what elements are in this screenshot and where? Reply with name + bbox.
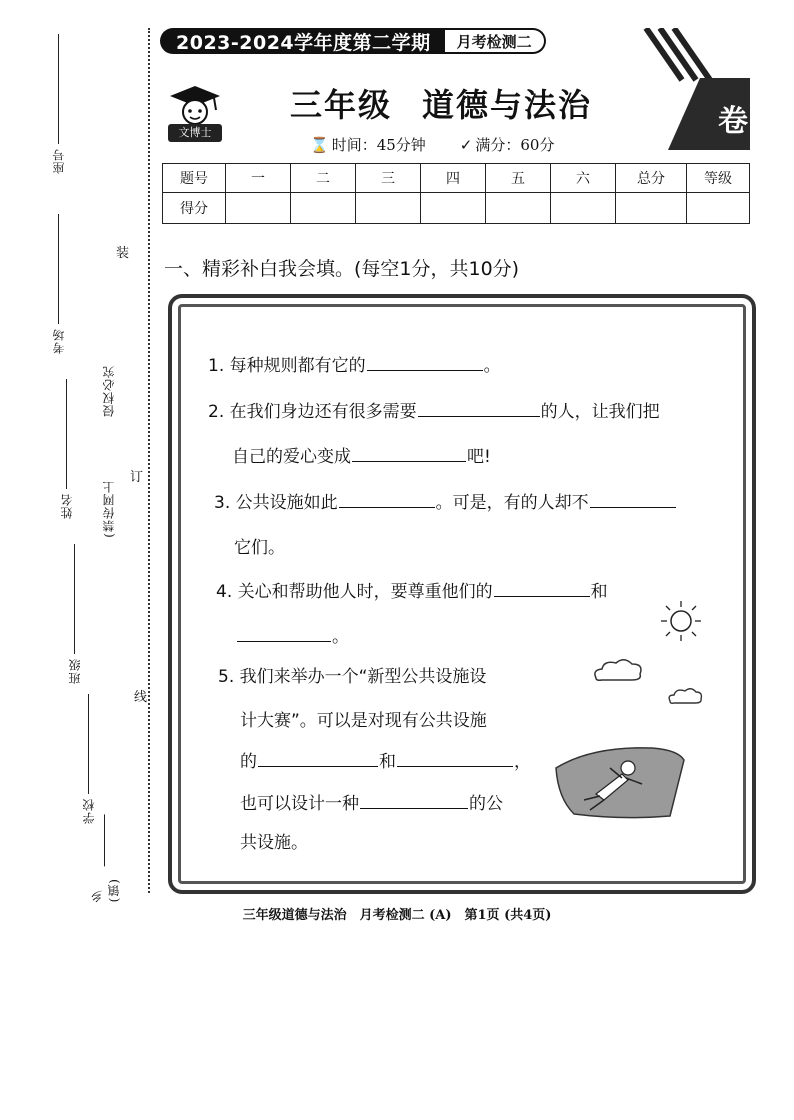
q5-blank-3[interactable] (360, 807, 468, 809)
cut-mark-line: 线 (134, 686, 147, 705)
score-cell[interactable] (421, 193, 486, 224)
col-header: 总分 (616, 164, 687, 193)
exam-label: 月考检测二 (445, 28, 546, 54)
question-3 (214, 488, 677, 513)
row-header-score: 得分 (163, 193, 226, 224)
q4-text-c: 。 (332, 627, 349, 647)
q3-text-c: 它们。 (234, 538, 285, 558)
q4-text-a: 4. 关心和帮助他人时，要尊重他们的 (216, 582, 493, 602)
exam-room-label: 考场 (52, 328, 66, 354)
name-field (58, 375, 75, 519)
page-footer: 三年级道德与法治 月考检测二 (A) 第1页 (共4页) (242, 908, 552, 923)
grade-label: 三年级 (290, 86, 393, 124)
col-header: 等级 (687, 164, 750, 193)
section-title: 一、精彩补白我会填。(每空1分，共10分) (164, 258, 520, 280)
score-table-header-row (163, 164, 750, 193)
row-header-question: 题号 (163, 164, 226, 193)
question-4-cont (236, 622, 349, 647)
q3-text-b: 。可是，有的人却不 (435, 493, 589, 513)
q1-text-b: 。 (483, 356, 501, 376)
score-cell[interactable] (291, 193, 356, 224)
time-info (310, 134, 426, 155)
copyright-note-2: (禁传网上 (102, 480, 116, 538)
cut-mark-staple: 订 (130, 466, 143, 485)
binding-strip (0, 20, 160, 903)
girl-lying-on-grass-illustration (552, 738, 688, 822)
seat-label: 座号 (52, 148, 66, 174)
semester-banner (160, 28, 580, 54)
q5-text-a: 5. 我们来举办一个“新型公共设施设 (218, 667, 487, 687)
score-cell[interactable] (616, 193, 687, 224)
q4-text-b: 和 (590, 582, 608, 602)
full-score-label: 满分：60分 (475, 136, 555, 154)
q2-blank-2[interactable] (352, 460, 466, 462)
q4-blank-1[interactable] (494, 595, 590, 597)
question-2-cont (232, 442, 491, 467)
question-5-line5 (240, 828, 308, 853)
q5-blank-1[interactable] (258, 765, 378, 767)
score-cell[interactable] (356, 193, 421, 224)
q1-text-a: 1. 每种规则都有它的 (208, 356, 366, 376)
question-5-line2 (240, 706, 487, 731)
question-5 (218, 662, 486, 687)
class-field (66, 540, 83, 684)
q4-blank-2[interactable] (237, 640, 331, 642)
q3-blank-1[interactable] (339, 506, 435, 508)
year-label: 2023-2024学年度第二学期 (160, 28, 445, 54)
col-header: 二 (291, 164, 356, 193)
q5-text-c: 的 (240, 752, 257, 772)
exam-meta (310, 134, 554, 155)
school-label: 学校 (82, 798, 96, 824)
col-header: 一 (226, 164, 291, 193)
subject-label: 道德与法治 (422, 86, 593, 124)
score-cell[interactable] (687, 193, 750, 224)
hourglass-icon: ⌛ (310, 136, 329, 154)
score-info (460, 134, 555, 155)
time-label: 时间：45分钟 (331, 136, 426, 154)
question-4 (216, 577, 608, 602)
q5-text-b: 计大赛”。可以是对现有公共设施 (240, 711, 487, 731)
q3-text-a: 3. 公共设施如此 (214, 493, 338, 513)
question-5-line4 (240, 789, 503, 814)
q2-text-b: 的人，让我们把 (540, 402, 660, 422)
mascot-logo (162, 82, 228, 148)
q5-text-g: 的公 (469, 794, 503, 814)
score-table-score-row (163, 193, 750, 224)
col-header: 五 (486, 164, 551, 193)
score-cell[interactable] (486, 193, 551, 224)
town-field (88, 810, 122, 902)
q2-blank-1[interactable] (418, 415, 540, 417)
sun-icon (660, 600, 702, 642)
col-header: 三 (356, 164, 421, 193)
q1-blank[interactable] (367, 369, 483, 371)
cut-mark-bind: 装 (116, 242, 129, 261)
copyright-note-1: 侵权必究 (102, 365, 116, 417)
score-cell[interactable] (226, 193, 291, 224)
school-field (80, 690, 97, 824)
cut-line (148, 28, 150, 893)
cloud-icon (666, 686, 704, 706)
logo-text: 文博士 (168, 124, 222, 142)
cloud-icon (590, 656, 646, 684)
class-label: 班级 (68, 658, 82, 684)
col-header: 六 (551, 164, 616, 193)
town-label: 乡(镇) (90, 878, 121, 903)
q5-text-e: ， (514, 752, 531, 772)
q5-text-h: 共设施。 (240, 833, 308, 853)
q5-text-f: 也可以设计一种 (240, 794, 359, 814)
q2-text-a: 2. 在我们身边还有很多需要 (208, 402, 417, 422)
score-cell[interactable] (551, 193, 616, 224)
question-1 (208, 351, 501, 376)
question-5-line3 (240, 747, 531, 772)
question-2 (208, 397, 660, 422)
check-circle-icon: ✓ (459, 136, 473, 154)
name-label: 姓名 (60, 493, 74, 519)
exam-room-field (50, 210, 67, 354)
score-table (162, 163, 750, 224)
q3-blank-2[interactable] (590, 506, 676, 508)
page-title (290, 80, 592, 126)
seat-field (50, 30, 67, 174)
corner-char: 卷 (718, 104, 748, 139)
q2-text-c: 自己的爱心变成 (232, 447, 351, 467)
q5-blank-2[interactable] (397, 765, 513, 767)
question-3-cont (234, 533, 285, 558)
col-header: 四 (421, 164, 486, 193)
q5-text-d: 和 (379, 752, 396, 772)
q2-text-d: 吧! (467, 447, 491, 467)
